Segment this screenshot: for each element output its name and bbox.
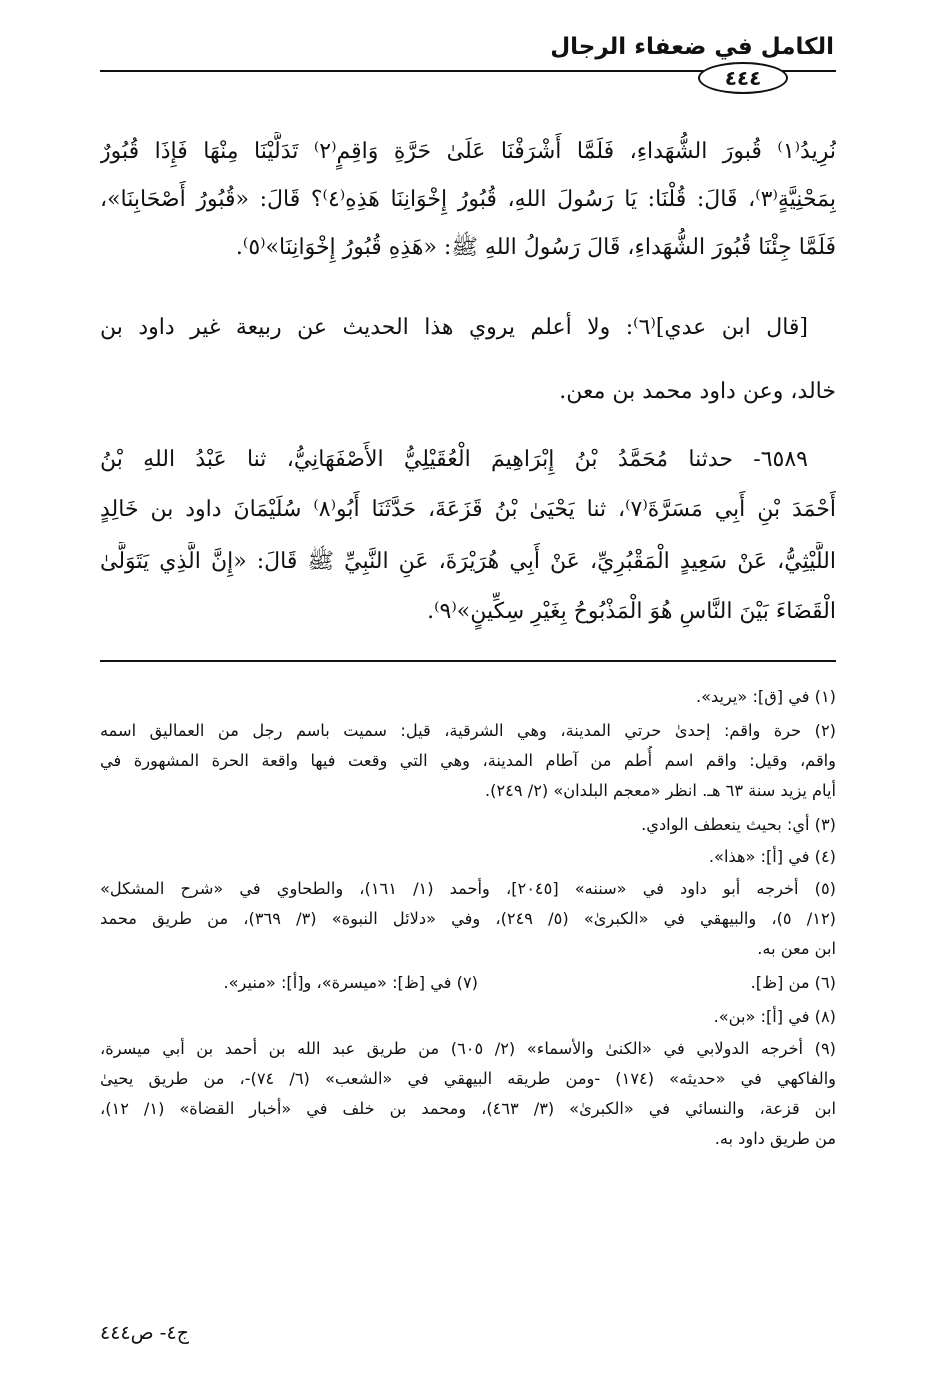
main-line: فَلَمَّا جِئْنَا قُبُورَ الشُّهَداءِ، قَالَ رَسُولُ اللهِ ﷺ: «هَذِهِ قُبُورُ إِخْوَانِنَا»⁽٥⁾.	[235, 235, 836, 260]
footnote-line: ابن معن به.	[757, 939, 836, 958]
main-line: بِمَحْنِيَّةٍ⁽٣⁾، قَالَ: قُلْنَا: يَا رَسُولَ اللهِ، قُبُورُ إِخْوَانِنَا هَذِهِ⁽٤⁾؟ قَالَ: «قُبُورُ أَصْحَابِنَا»،	[100, 187, 836, 212]
footnote-line: (٤) في [أ]: «هذا».	[708, 847, 836, 866]
running-title: الكامل في ضعفاء الرجال	[550, 34, 834, 60]
footnote-line: (١٢/ ٥)، والبيهقي في «الكبرىٰ» (٥/ ٢٤٩)، وفي «دلائل النبوة» (٣/ ٣٦٩)، من طريق محمد	[100, 909, 836, 928]
footnote-line: (٨) في [أ]: «بن».	[713, 1007, 836, 1026]
main-line: نُرِيدُ⁽١⁾ قُبورَ الشُّهَداءِ، فَلَمَّا أَشْرَفْنَا عَلَىٰ حَرَّةِ وَاقِمٍ⁽٢⁾ تَدَلَّيْنَا مِنْهَا فَإِذَا قُبُورٌ	[100, 139, 836, 164]
page-reference: ج٤- ص٤٤٤	[100, 1322, 189, 1344]
footnote-7: (٧) في [ظ]: «ميسرة»، و[أ]: «منير».	[223, 973, 478, 992]
footnote-line: (٩) أخرجه الدولابي في «الكنىٰ والأسماء» (٢/ ٦٠٥) من طريق عبد الله بن أحمد بن أبي ميسرة،	[100, 1039, 836, 1058]
footnotes	[100, 682, 836, 1262]
footnote-line: ابن قزعة، والنسائي في «الكبرىٰ» (٣/ ٤٦٣)، ومحمد بن خلف في «أخبار القضاة» (١/ ١٢)،	[100, 1099, 836, 1118]
main-line-hadith-number: ٦٥٨٩- حدثنا مُحَمَّدُ بْنُ إِبْرَاهِيمَ الْعُقَيْلِيُّ الأَصْفَهَانِيُّ، ثنا عَبْدُ اللهِ بْنُ	[100, 447, 808, 472]
page-number-badge: ٤٤٤	[698, 62, 788, 94]
footnote-line: واقم، وقيل: واقم اسم أُطم من آطام المدينة، وهي التي وقعت فيها واقعة الحرة المشهورة في	[100, 751, 836, 770]
footnote-line: (٢) حرة واقم: إحدىٰ حرتي المدينة، وهي الشرقية، قيل: سميت باسم رجل من العماليق اسمه	[100, 721, 836, 740]
main-line: [قال ابن عدي]⁽٦⁾: ولا أعلم يروي هذا الحديث عن ربيعة غير داود بن	[100, 315, 808, 340]
main-line: أَحْمَدَ بْنِ أَبِي مَسَرَّةَ⁽٧⁾، ثنا يَحْيَىٰ بْنُ قَزَعَةَ، حَدَّثَنَا أَبُو⁽٨⁾ سُلَيْمَانَ داود بن خَالِدٍ	[100, 497, 836, 522]
footnote-line: (٣) أي: بحيث ينعطف الوادي.	[641, 815, 836, 834]
footnote-line: من طريق داود به.	[714, 1129, 836, 1148]
footnote-line: والفاكهي في «حديثه» (١٧٤) -ومن طريقه البيهقي في «الشعب» (٦/ ٧٤)-، من طريق يحيىٰ	[100, 1069, 836, 1088]
main-line: اللَّيْثِيُّ، عَنْ سَعِيدٍ الْمَقْبُرِيِّ، عَنْ أَبِي هُرَيْرَةَ، عَنِ النَّبِيِّ ﷺ قَالَ: «إِنَّ الَّذِي يَتَوَلَّىٰ	[100, 549, 836, 574]
footnote-6: (٦) من [ظ].	[750, 973, 836, 992]
footnote-line: (٥) أخرجه أبو داود في «سننه» [٢٠٤٥]، وأحمد (١/ ١٦١)، والطحاوي في «شرح المشكل»	[100, 879, 836, 898]
main-line: خالد، وعن داود محمد بن معن.	[559, 379, 836, 404]
main-text	[100, 132, 836, 652]
footnote-line: أيام يزيد سنة ٦٣ هـ. انظر «معجم البلدان» (٢/ ٢٤٩).	[485, 781, 836, 800]
footnote-rule	[100, 660, 836, 662]
footnote-line: (١) في [ق]: «يريد».	[695, 687, 836, 706]
footnote-row-two-columns	[100, 968, 836, 998]
main-line: الْقَضَاءَ بَيْنَ النَّاسِ هُوَ الْمَذْبُوحُ بِغَيْرِ سِكِّينٍ»⁽٩⁾.	[427, 599, 836, 624]
